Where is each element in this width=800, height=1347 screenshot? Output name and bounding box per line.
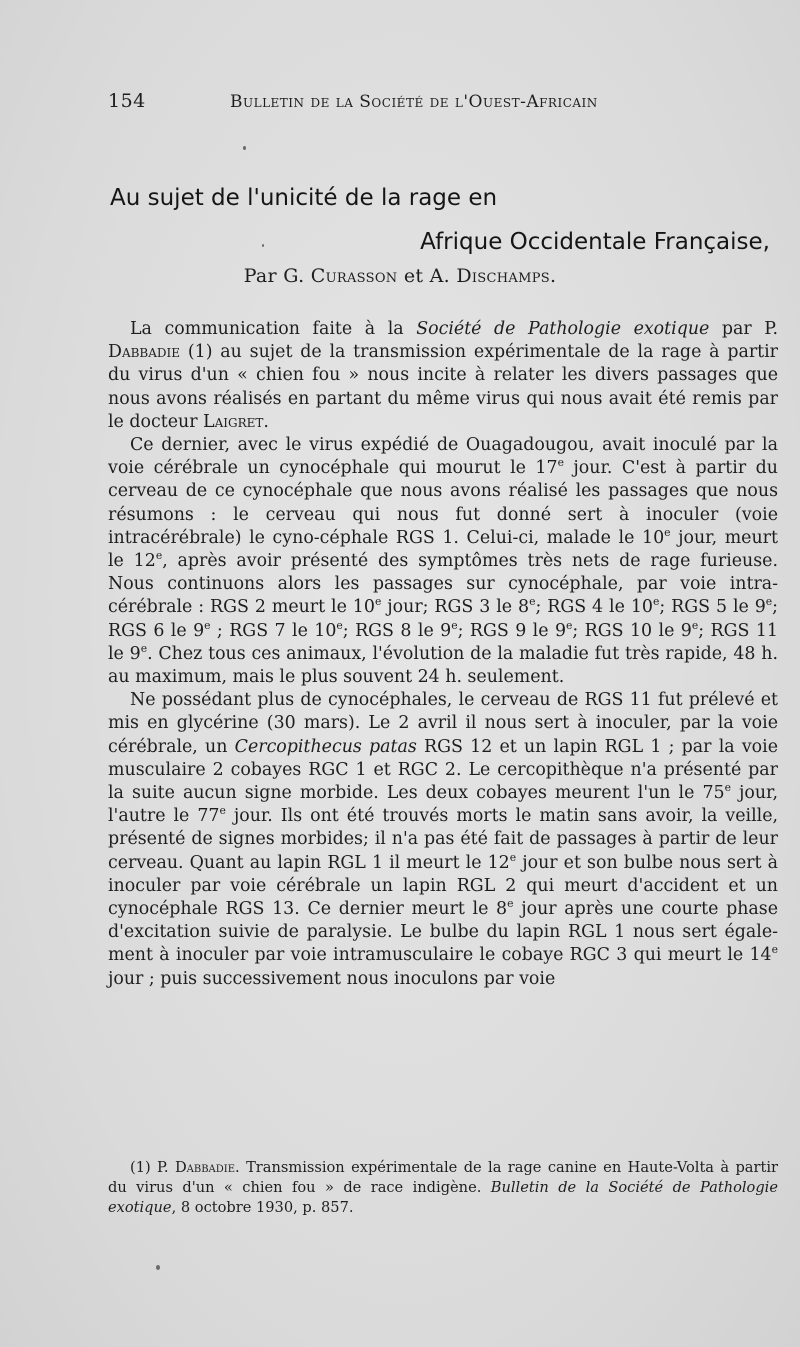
paragraph-2: Ce dernier, avec le virus expédié de Ouagadougou, avait inoculé par la voie cérébrale un cynocéphale qui mourut le 17e jour. C'est à partir du cerveau de ce cynocéphale que nous avons réalisé les passages que nous résumons : le cerveau qui nous fut donné sert à inoculer (voie intracérébrale) le cyno-céphale RGS 1. Celui-ci, malade le 10e jour, meurt le 12e, après avoir présenté des symptômes très nets de rage furieuse. Nous continuons alors les passages sur cynocéphale, par voie intra-cérébrale : RGS 2 meurt le 10e jour; RGS 3 le 8e; RGS 4 le 10e; RGS 5 le 9e; RGS 6 le 9e ; RGS 7 le 10e; RGS 8 le 9e; RGS 9 le 9e; RGS 10 le 9e; RGS 11 le 9e. Chez tous ces animaux, l'évolution de la maladie fut très rapide, 48 h. au maximum, mais le plus souvent 24 h. seulement.: [108, 435, 779, 688]
footnote-journal: Bulletin de la Société de Pathologie exotique: [108, 1179, 778, 1216]
paragraph-3: Ne possédant plus de cynocéphales, le cerveau de RGS 11 fut prélevé et mis en glycérine (30 mars). Le 2 avril il nous sert à inoculer, par la voie cérébrale, un Cercopithecus patas RGS 12 et un lapin RGL 1 ; par la voie musculaire 2 cobayes RGC 1 et RGC 2. Le cercopithèque n'a présenté par la suite aucun signe morbide. Les deux cobayes meurent l'un le 75e jour, l'autre le 77e jour. Ils ont été trouvés morts le matin sans avoir, la veille, présenté de signes morbides; il n'a pas été fait de passages à partir de leur cerveau. Quant au lapin RGL 1 il meurt le 12e jour et son bulbe nous sert à inoculer par voie cérébrale un lapin RGL 2 qui meurt d'accident et un cynocéphale RGS 13. Ce dernier meurt le 8e jour après une courte phase d'excitation suivie de paralysie. Le bulbe du lapin RGL 1 nous sert égale-ment à inoculer par voie intramusculaire le cobaye RGC 3 qui meurt le 14e jour ; puis successivement nous inoculons par voie: [108, 690, 779, 989]
author-1: Curasson: [310, 265, 398, 287]
footnote-author: Dabbadie: [174, 1159, 236, 1176]
journal-name: Société de Pathologie exotique: [416, 319, 710, 339]
article-title: [110, 185, 770, 255]
species-name: Cercopithecus patas: [234, 736, 417, 757]
title-line-1: Au sujet de l'unicité de la rage en: [110, 185, 498, 211]
author-name: Laigret: [203, 411, 264, 432]
article-body: [108, 318, 778, 991]
author-2: Dischamps.: [456, 265, 557, 287]
print-speck: [262, 244, 264, 247]
author-name: Dabbadie: [108, 342, 181, 363]
title-line-2: Afrique Occidentale Française,: [420, 229, 770, 255]
footnote-1: (1) P. Dabbadie. Transmission expérimentale de la rage canine en Haute-Volta à partir du virus d'un « chien fou » de race indigène. Bulletin de la Société de Pathologie exotique, 8 octobre 1930, p. 857.: [108, 1159, 778, 1216]
page-number: 154: [108, 90, 146, 112]
authors-by: Par G.: [243, 265, 305, 287]
authors-and: et A.: [403, 265, 450, 287]
running-title: Bulletin de la Société de l'Ouest-Africain: [230, 92, 598, 112]
print-speck: [156, 1265, 160, 1270]
paragraph-1: La communication faite à la Société de Pathologie exotique par P. Dabbadie (1) au sujet de la transmission expérimentale de la rage à partir du virus d'un « chien fou » nous incite à relater les divers passages que nous avons réalisés en partant du même virus qui nous avait été remis par le docteur Laigret.: [108, 319, 779, 432]
footnote: [108, 1158, 778, 1218]
article-authors: [0, 265, 800, 287]
print-speck: [243, 146, 246, 150]
